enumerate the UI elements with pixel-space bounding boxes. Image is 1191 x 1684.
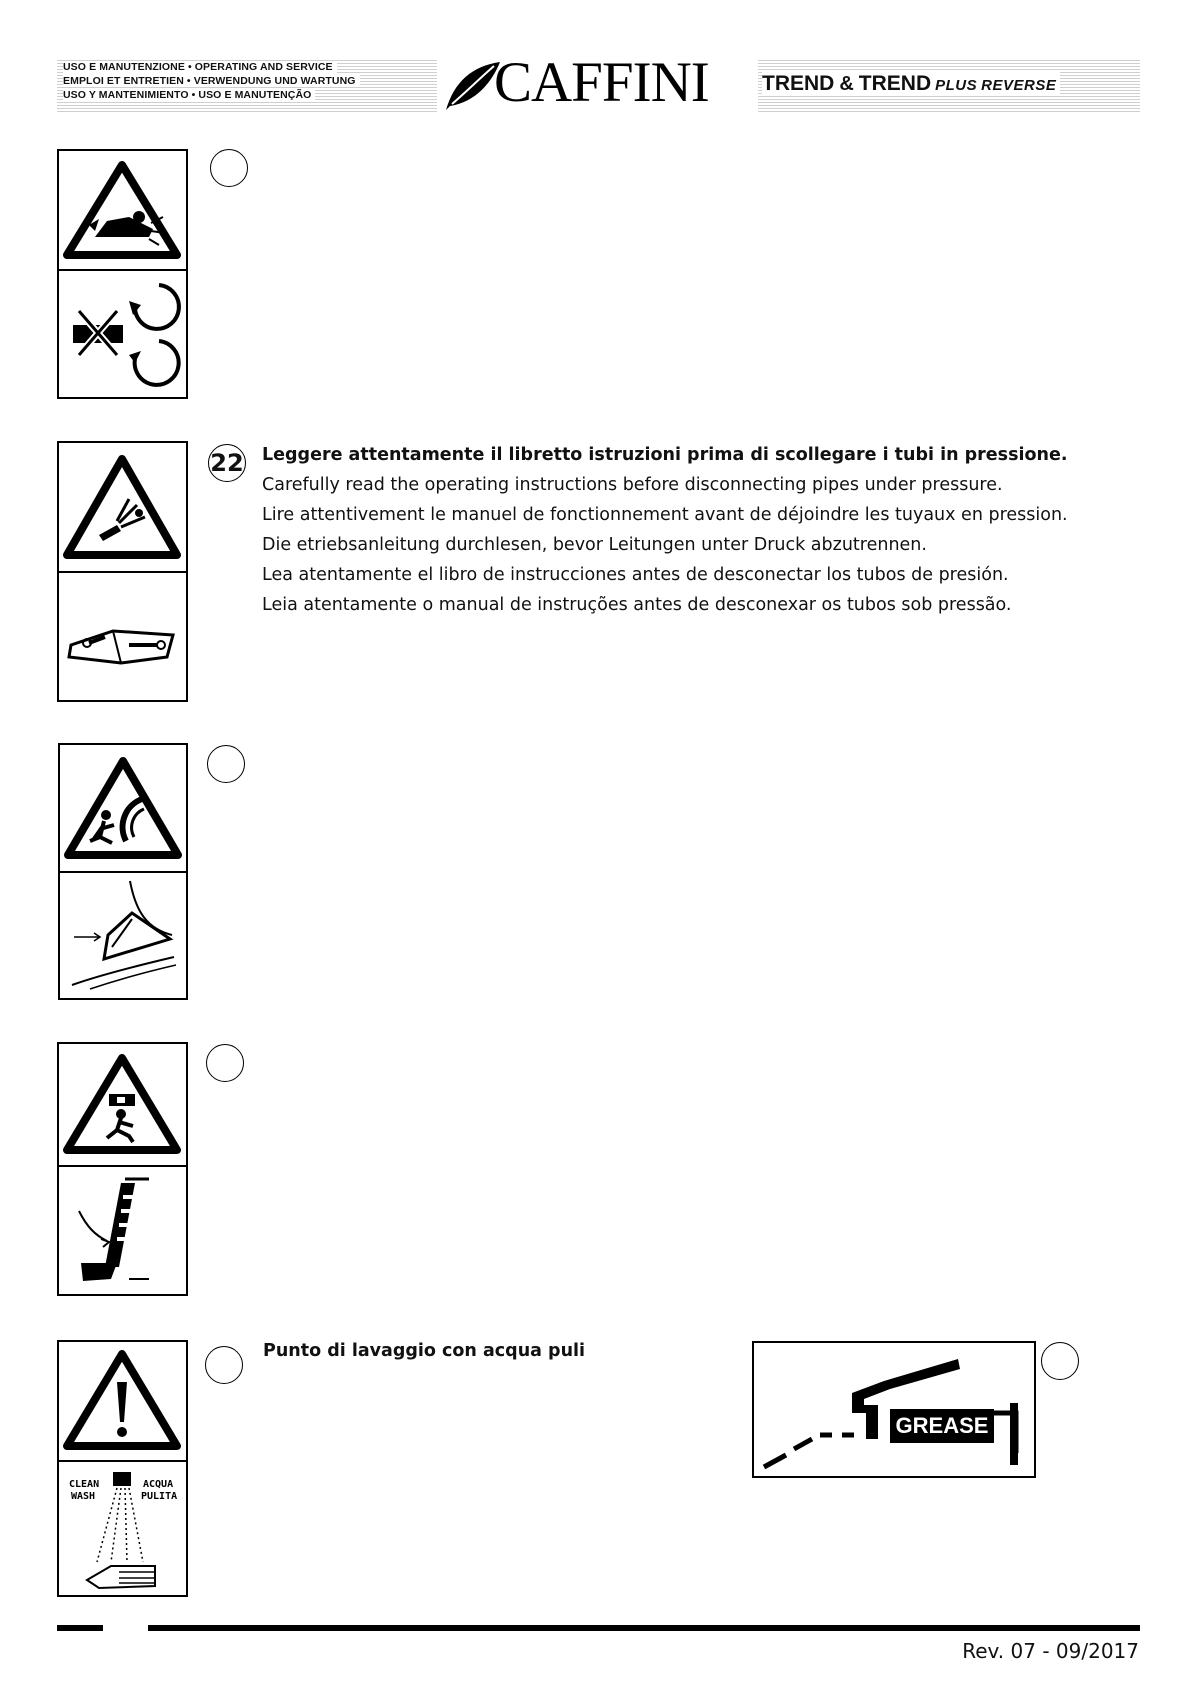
header-line-2: EMPLOI ET ENTRETIEN • VERWENDUNG UND WARTUNG <box>63 75 360 87</box>
footer-bar-right <box>148 1625 1140 1631</box>
instruction-fr: Lire attentivement le manuel de fonctionnement avant de déjoindre les tuyaux en pression. <box>262 505 1068 525</box>
support-stand-icon <box>59 1167 186 1294</box>
caffini-logo <box>442 52 760 114</box>
pressure-jet-warning-icon <box>59 443 186 573</box>
leaf-icon <box>442 52 502 114</box>
wash-left-2: WASH <box>71 1491 96 1502</box>
header-line-3: USO Y MANTENIMIENTO • USO E MANUTENÇÃO <box>63 89 315 101</box>
instruction-de: Die etriebsanleitung durchlesen, bevor Leitungen unter Druck abzutrennen. <box>262 535 927 555</box>
grease-panel <box>752 1341 1036 1478</box>
clean-wash-icon <box>59 1462 186 1595</box>
guard-arrow-icon <box>60 873 186 998</box>
brand-name: CAFFINI <box>494 51 709 114</box>
section-number-grease <box>1041 1342 1079 1380</box>
safety-panel-1 <box>57 149 188 399</box>
safety-panel-3 <box>58 743 188 1000</box>
model-reverse: REVERSE <box>981 77 1057 94</box>
footer-bar-left <box>57 1625 103 1631</box>
grease-label: GREASE <box>895 1413 989 1438</box>
model-plus: PLUS <box>935 77 978 94</box>
section-number-1 <box>210 149 248 187</box>
section-number-3 <box>207 745 245 783</box>
wash-right-1: ACQUA <box>143 1479 174 1490</box>
model-title <box>758 58 1140 112</box>
revision-label: Rev. 07 - 09/2017 <box>962 1639 1139 1663</box>
instruction-es: Lea atentamente el libro de instrucciones antes de desconectar los tubos de presión. <box>262 565 1009 585</box>
section-number-4 <box>206 1044 244 1082</box>
wash-point-label: Punto di lavaggio con acqua puli <box>263 1341 586 1361</box>
instruction-text-22 <box>262 440 1068 620</box>
model-amp: & <box>839 73 854 95</box>
instruction-en: Carefully read the operating instructions before disconnecting pipes under pressure. <box>262 475 1003 495</box>
header-languages <box>57 58 437 112</box>
grease-gun-icon <box>754 1343 1034 1476</box>
falling-load-warning-icon <box>59 1044 186 1167</box>
safety-panel-4 <box>57 1042 188 1296</box>
crush-warning-icon <box>59 151 186 271</box>
model-trend-2: TREND <box>858 72 932 95</box>
wash-left-1: CLEAN <box>69 1479 100 1490</box>
general-warning-icon <box>59 1342 186 1462</box>
section-number-22: 22 <box>208 444 246 482</box>
wash-right-2: PULITA <box>141 1491 178 1502</box>
section-number-5 <box>205 1346 243 1384</box>
thrown-object-warning-icon <box>60 745 186 873</box>
instruction-it: Leggere attentamente il libretto istruzioni prima di scollegare i tubi in pressione. <box>262 445 1068 465</box>
safety-panel-22 <box>57 441 188 702</box>
rotating-rollers-icon <box>59 271 186 397</box>
instruction-pt: Leia atentamente o manual de instruções antes de desconexar os tubos sob pressão. <box>262 595 1012 615</box>
safety-panel-5 <box>57 1340 188 1597</box>
header-line-1: USO E MANUTENZIONE • OPERATING AND SERVICE <box>63 61 337 73</box>
model-trend: TREND <box>762 72 835 95</box>
manual-book-icon <box>59 573 186 700</box>
